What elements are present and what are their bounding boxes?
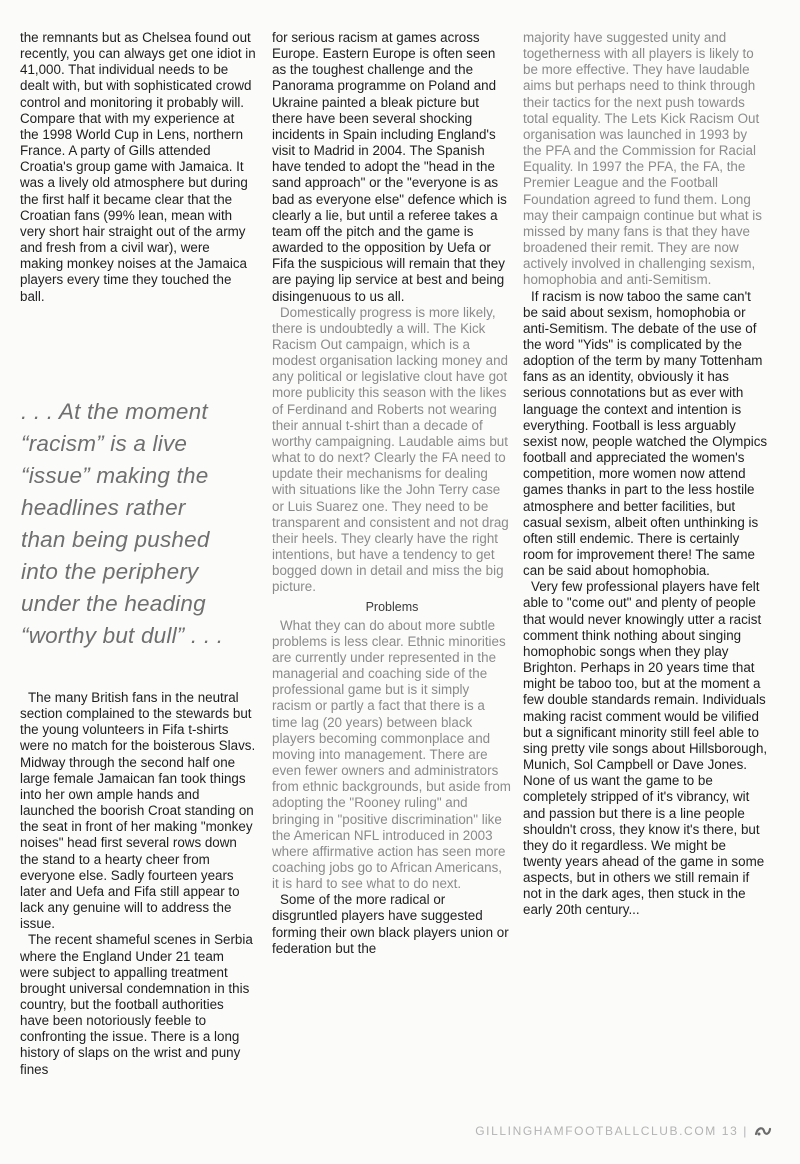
section-heading: Problems bbox=[365, 600, 419, 615]
body-paragraph: What they can do about more subtle problems is less clear. Ethnic minorities are currently under represented in the managerial and coaching side of the professional game but is it simply racism or partly a fact that there is a time lag (20 years) between black players becoming commonplace and moving into management. There are even fewer owners and administrators from ethnic backgrounds, but aside from adopting the "Rooney ruling" and bringing in "positive discrimination" like the American NFL introduced in 2003 where affirmative action has seen more coaching jobs go to African Americans, it is hard to see what to do next. bbox=[272, 617, 511, 892]
article-column-3 bbox=[523, 30, 768, 919]
body-paragraph: The many British fans in the neutral section complained to the stewards but the young volunteers in Fifa t-shirts were no match for the boisterous Slavs. Midway through the second half one large female Jamaican fan took things into her own ample hands and launched the boorish Croat standing on the seat in front of her making "monkey noises" head first several rows down the stand to a hearty cheer from everyone else. Sadly fourteen years later and Uefa and Fifa still appear to lack any genuine will to address the issue. bbox=[20, 690, 256, 932]
pull-quote-line: into the periphery bbox=[21, 559, 199, 584]
pull-quote-line: than being pushed bbox=[21, 527, 210, 552]
body-paragraph: for serious racism at games across Europe. Eastern Europe is often seen as the toughest challenge and the Panorama programme on Poland and Ukraine painted a bleak picture but there have been several shocking incidents in Spain including England's visit to Madrid in 2004. The Spanish have tended to adopt the "head in the sand approach" or the "everyone is as bad as everyone else" defence which is clearly a lie, but until a referee takes a team off the pitch and the game is awarded to the opposition by Uefa or Fifa the suspicious will remain that they are paying lip service at best and being disingenuous to us all. bbox=[272, 30, 507, 304]
pull-quote bbox=[21, 396, 261, 652]
article-column-2 bbox=[272, 30, 512, 957]
article-column-1-lower bbox=[20, 690, 256, 1078]
pull-quote-line: headlines rather bbox=[21, 495, 186, 520]
body-paragraph: majority have suggested unity and togetherness with all players is likely to be more effective. They have laudable aims but perhaps need to think through their tactics for the next push towards total equality. The Lets Kick Racism Out organisation was launched in 1993 by the PFA and the Commission for Racial Equality. In 1997 the PFA, the FA, the Premier League and the Football Foundation agreed to fund them. Long may their campaign continue but what is missed by many fans is that they have broadened their remit. They are now actively involved in challenging sexism, homophobia and anti-Semitism. bbox=[523, 30, 762, 288]
pull-quote-line: “racism” is a live bbox=[21, 431, 188, 456]
body-paragraph: If racism is now taboo the same can't be said about sexism, homophobia or anti-Semitism. The debate of the use of the word "Yids" is complicated by the adoption of the term by many Tottenham fans as an identity, obviously it has serious connotations but as ever with language the context and intention is everything. Football is less arguably sexist now, people watched the Olympics football and appreciated the women's competition, more women now attend games thanks in part to the less hostile atmosphere and better facilities, but casual sexism, albeit often unthinking is often still endemic. There is certainly room for improvement there! The same can be said about homophobia. bbox=[523, 288, 768, 579]
pull-quote-line: . . . At the moment bbox=[21, 399, 208, 424]
body-paragraph: Some of the more radical or disgruntled players have suggested forming their own black players union or federation but the bbox=[272, 892, 509, 956]
article-column-1 bbox=[20, 30, 256, 305]
page-footer bbox=[475, 1124, 772, 1138]
club-logo-icon bbox=[754, 1125, 772, 1137]
footer-text: GILLINGHAMFOOTBALLCLUB.COM 13 | bbox=[475, 1124, 748, 1138]
body-paragraph: Very few professional players have felt able to "come out" and plenty of people that would never knowingly utter a racist comment think nothing about singing homophobic songs when they play Brighton. Perhaps in 20 years time that might be taboo too, but at the moment a few double standards remain. Individuals making racist comment would be vilified but a significant minority still feel able to sing pretty vile songs about Hillsborough, Munich, Sol Campbell or Dave Jones. None of us want the game to be completely stripped of it's vibrancy, wit and passion but there is a line people shouldn't cross, they know it's there, but they do it regardless. We might be twenty years ahead of the game in some aspects, but in others we still remain if not in the dark ages, then stuck in the early 20th century... bbox=[523, 579, 768, 918]
pull-quote-line: “worthy but dull” . . . bbox=[21, 623, 224, 648]
pull-quote-line: “issue” making the bbox=[21, 463, 209, 488]
body-paragraph: the remnants but as Chelsea found out recently, you can always get one idiot in 41,000. That individual needs to be dealt with, but with sophisticated crowd control and monitoring it probably will. Compare that with my experience at the 1998 World Cup in Lens, northern France. A party of Gills attended Croatia's group game with Jamaica. It was a lively old atmosphere but during the first half it became clear that the Croatian fans (99% lean, mean with very short hair straight out of the army and fresh from a civil war), were making monkey noises at the Jamaica players every time they touched the ball. bbox=[20, 30, 256, 304]
body-paragraph: The recent shameful scenes in Serbia where the England Under 21 team were subject to appalling treatment brought universal condemnation in this country, but the football authorities have been notoriously feeble to confronting the issue. There is a long history of slaps on the wrist and puny fines bbox=[20, 932, 253, 1077]
body-paragraph: Domestically progress is more likely, there is undoubtedly a will. The Kick Racism Out campaign, which is a modest organisation lacking money and any political or legislative clout have got more publicity this season with the likes of Ferdinand and Roberts not wearing their annual t-shirt than a decade of worthy campaigning. Laudable aims but what to do next? Clearly the FA need to update their mechanisms for dealing with situations like the John Terry case or Luis Suarez one. They need to be transparent and consistent and not drag their heels. They clearly have the right intentions, but have a tendency to get bogged down in detail and miss the big picture. bbox=[272, 304, 509, 595]
pull-quote-line: under the heading bbox=[21, 591, 206, 616]
